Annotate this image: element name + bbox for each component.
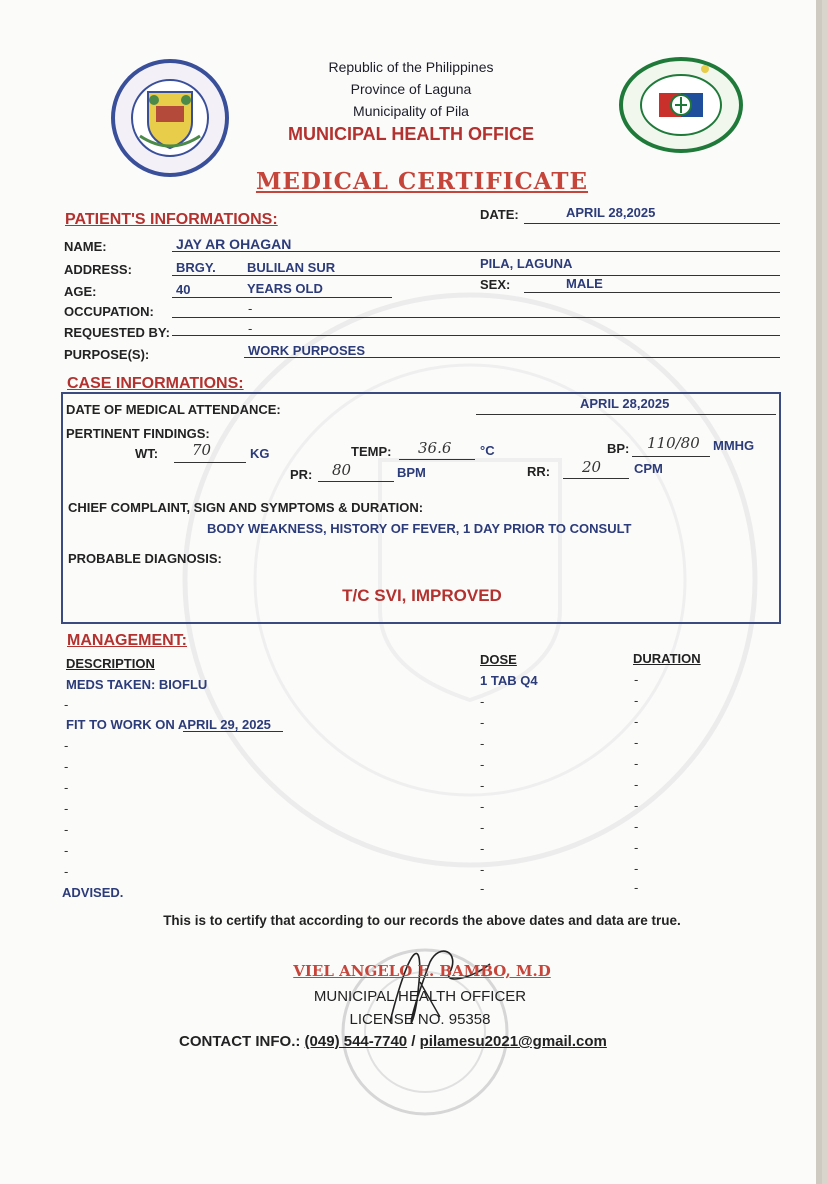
wt-unit: KG [250,446,270,461]
date-line [524,223,780,224]
col-description: DESCRIPTION [66,656,155,671]
wt-line [174,462,246,463]
mgmt-dose: - [480,715,485,730]
requested-by-label: REQUESTED BY: [64,325,170,340]
mgmt-dose: - [480,820,485,835]
occupation-value: - [248,301,253,316]
temp-label: TEMP: [351,444,392,459]
mgmt-duration: - [634,714,639,729]
purpose-label: PURPOSE(S): [64,347,150,362]
signatory-license: LICENSE NO. 95358 [349,1011,491,1028]
rr-line [563,478,629,479]
rr-value: 20 [582,458,602,476]
requested-by-value: - [248,321,253,336]
mgmt-description: - [64,759,69,774]
document-title: MEDICAL CERTIFICATE [255,168,589,195]
diagnosis-value: T/C SVI, IMPROVED [342,586,502,605]
mgmt-dose: - [480,862,485,877]
mgmt-duration: - [634,777,639,792]
mgmt-description: FIT TO WORK ON APRIL 29, 2025 [66,717,271,732]
contact-phone: (049) 544-7740 [304,1033,408,1050]
pr-value: 80 [332,461,352,479]
mgmt-description: - [64,822,69,837]
col-dose: DOSE [480,652,517,667]
sex-label: SEX: [480,277,511,292]
mgmt-dose: - [480,778,485,793]
section-patient-info: PATIENT'S INFORMATIONS: [65,211,278,228]
mgmt-duration: - [634,672,639,687]
purpose-line [244,357,780,358]
contact-info [179,1033,607,1050]
age-label: AGE: [64,284,97,299]
pr-line [318,481,394,482]
complaint-value: BODY WEAKNESS, HISTORY OF FEVER, 1 DAY PRIOR TO CONSULT [207,521,632,536]
sex-value: MALE [566,276,603,291]
bp-line [632,456,710,457]
signatory-position: MUNICIPAL HEALTH OFFICER [313,988,527,1005]
occupation-line [172,317,780,318]
wt-label: WT: [135,446,159,461]
diagnosis-label: PROBABLE DIAGNOSIS: [68,551,222,566]
mgmt-description: - [64,801,69,816]
age-value: 40 [176,282,191,297]
header-republic: Republic of the Philippines [328,59,494,75]
attendance-value: APRIL 28,2025 [580,396,670,411]
mgmt-duration: - [634,735,639,750]
address-label: ADDRESS: [64,262,132,277]
name-line [172,251,780,252]
temp-unit: °C [480,443,495,458]
attendance-label: DATE OF MEDICAL ATTENDANCE: [66,402,281,417]
address-line [172,275,780,276]
bp-unit: MMHG [713,438,755,453]
name-label: NAME: [64,239,107,254]
temp-line [399,459,475,460]
mgmt-duration: - [634,693,639,708]
mgmt-description: - [64,843,69,858]
mgmt-description: - [64,864,69,879]
mgmt-dose: 1 TAB Q4 [480,673,538,688]
address-brgy: BRGY. [176,260,216,275]
mgmt-duration: - [634,840,639,855]
section-management: MANAGEMENT: [67,632,187,649]
pr-unit: BPM [397,465,426,480]
mgmt-description: MEDS TAKEN: BIOFLU [66,677,208,692]
age-unit: YEARS OLD [247,281,323,296]
col-duration: DURATION [633,651,701,666]
mgmt-duration: - [634,756,639,771]
findings-label: PERTINENT FINDINGS: [66,426,210,441]
wt-value: 70 [192,441,212,459]
mgmt-dose: - [480,799,485,814]
occupation-label: OCCUPATION: [64,304,154,319]
mgmt-dose: - [480,736,485,751]
name-value: JAY AR OHAGAN [176,236,292,252]
date-label: DATE: [480,207,519,222]
purpose-value: WORK PURPOSES [248,343,366,358]
temp-value: 36.6 [418,439,452,457]
mgmt-dose: - [480,841,485,856]
mgmt-duration: - [634,798,639,813]
complaint-label: CHIEF COMPLAINT, SIGN AND SYMPTOMS & DURATION: [68,500,424,515]
address-town: PILA, LAGUNA [480,256,573,271]
advised-duration-dash: - [634,880,639,895]
requested-by-line [172,335,780,336]
mgmt-dose: - [480,757,485,772]
contact-separator: / [411,1033,416,1050]
bp-label: BP: [607,441,630,456]
certification-statement: This is to certify that according to our records the above dates and data are true. [163,913,681,928]
header-province: Province of Laguna [350,81,472,97]
contact-email: pilamesu2021@gmail.com [419,1033,607,1050]
rr-label: RR: [527,464,551,479]
bp-value: 110/80 [647,434,700,452]
fit-to-work-underline [183,731,283,732]
pr-label: PR: [290,467,313,482]
mgmt-dose: - [480,694,485,709]
contact-label: CONTACT INFO.: [179,1033,301,1050]
advised-label: ADVISED. [62,885,124,900]
advised-dose-dash: - [480,881,485,896]
attendance-line [476,414,776,415]
header-office: MUNICIPAL HEALTH OFFICE [288,124,534,144]
age-line [172,297,392,298]
mgmt-description: - [64,697,69,712]
sex-line [524,292,780,293]
mgmt-duration: - [634,861,639,876]
address-street: BULILAN SUR [247,260,336,275]
mgmt-description: - [64,780,69,795]
header-municipality: Municipality of Pila [353,103,469,119]
date-value: APRIL 28,2025 [566,205,656,220]
rr-unit: CPM [634,461,663,476]
mgmt-duration: - [634,819,639,834]
section-case-info: CASE INFORMATIONS: [67,375,244,392]
mgmt-description: - [64,738,69,753]
signatory-name: VIEL ANGELO E. BAMBO, M.D [293,962,551,980]
